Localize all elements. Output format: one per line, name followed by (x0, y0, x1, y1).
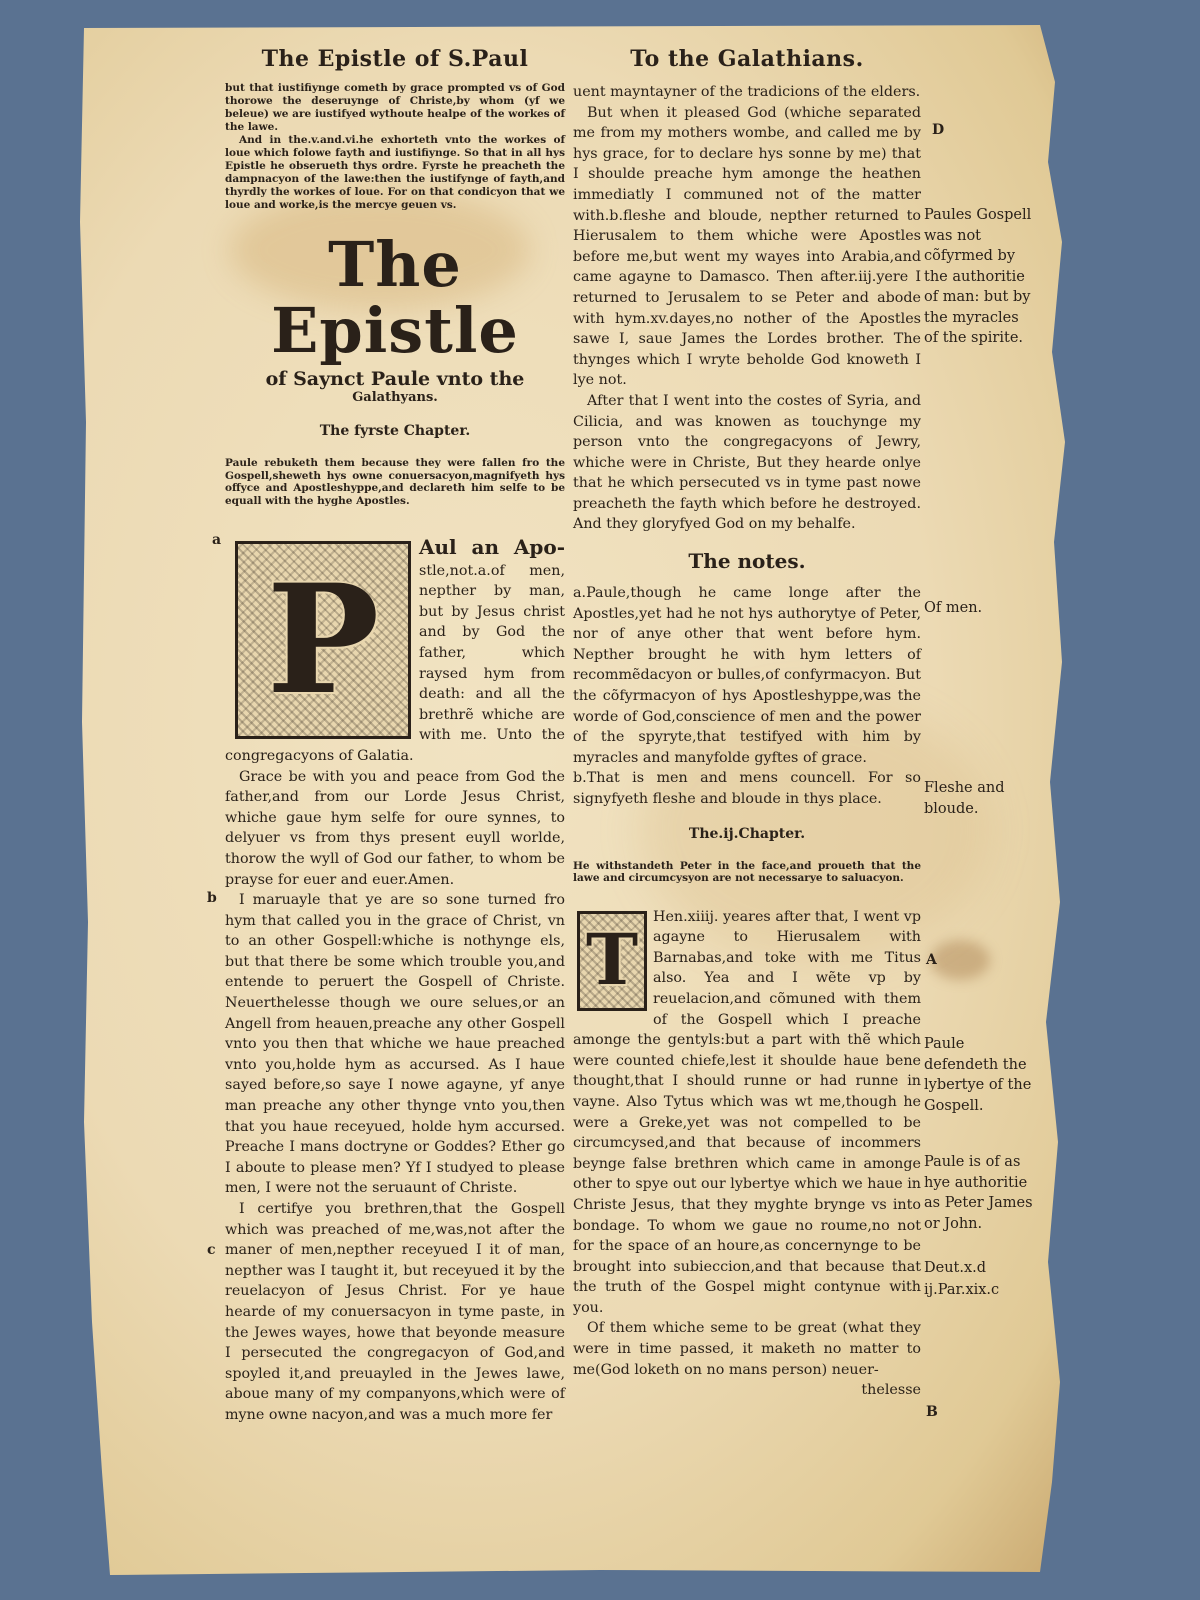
margin-letter-c: c (207, 1242, 216, 1258)
intro-paragraph-2: And in the.v.and.vi.he exhorteth vnto the workes of loue which folowe fayth and iustifiynge. So that in all hys Epistle he obserueth thys ordre. Fyrste he preacheth the dampnacyon of the lawe:then the iustifynge of fayth,and thyrdly the workes of loue. For on that condicyon that we loue and worke,is the mercye geuen vs. (225, 134, 565, 211)
chapter-2-body (573, 907, 921, 1401)
note-a: a.Paule,though he came longe after the Apostles,yet had he not hys authorytye of Peter, nor of anye other that went before hym. Nepther brought he with hym letters of recommẽdacyon or bulles,of confyrmacyon. But the cõfyrmacyon of hys Apostleshyppe,was the worde of God,conscience of men and the power of the spyryte,that testifyed with him by myracles and manyfolde gyftes of grace. (573, 585, 921, 766)
verse-21: After that I went into the costes of Syria, and Cilicia, and was knowen as touchynge my person vnto the congregacyons of Jewry, whiche were in Christe, But they hearde onlye that he which persecuted vs in tyme past nowe preacheth the fayth which before he destroyed. And they gloryfyed God on my behalfe. (573, 392, 921, 533)
left-column (225, 46, 565, 1426)
chapter-1-argument: Paule rebuketh them because they were fallen fro the Gospell,sheweth hys owne conuersacyon,magnifyeth hys offyce and Apostleshyppe,and declareth him selfe to be equall with the hyghe Apostles. (225, 457, 565, 507)
margin-note-gospell: Paules Gospell was not cõfyrmed by the authoritie of man: but by the myracles of the spirite. (924, 207, 1032, 346)
chapter-2-verse-6: Of them whiche seme to be great (what they were in time passed, it maketh no matter to me(God loketh on no mans person) neuer- (573, 1320, 921, 1378)
verse-3: Grace be with you and peace from God the father,and from our Lorde Jesus Christ, whiche gaue hym selfe for oure synnes, to delyuer vs from thys present euyll worlde, thorow the wyll of God our father, to whom be prayse for euer and euer.Amen. (225, 768, 565, 888)
margin-note-of-men: Of men. (924, 600, 983, 616)
margin-note-liberty: Paule defendeth the lybertye of the Gospell. (924, 1036, 1032, 1114)
margin-letter-d: D (932, 122, 945, 138)
intro-paragraph-1: but that iustifiynge cometh by grace prompted vs of God thorowe the deseruynge of Christe,by whom (yf we beleue) we are iustifyed wythoute healpe of the workes of the lawe. (225, 82, 565, 133)
margin-note-fleshe: Fleshe and bloude. (924, 780, 1005, 817)
right-column (573, 46, 921, 1401)
chapter-2-verse-1: Hen.xiiij. yeares after that, I went vp agayne to Hierusalem with Barnabas,and toke with me Titus also. Yea and I wẽte vp by reuelacion,and cõmuned with them of the Gospell which I preache amonge the gentyls:but a part with thẽ which were counted chiefe,lest it shoulde haue bene thought,that I should runne or had runne in vayne. Also Tytus which was wt me,though he were a Greke,yet was not compelled to be circumcysed,and that because of incommers beynge false brethren which came in amonge other to spye out our lybertye which we haue in Christe Jesus, that they myghte brynge vs into bondage. To whom we gaue no roume,no not for the space of an houre,as concernynge to be brought into subieccion,and that because that the truth of the Gospel might contynue with you. (573, 908, 921, 1316)
decorated-initial-t: T (577, 911, 647, 1011)
verse-15: But when it pleased God (whiche separated me from my mothers wombe, and called me by hys grace, for to declare hys sonne by me) that I shoulde preache hym amonge the heathen immediatly I communed not of the matter with.b.fleshe and bloude, nepther returned to Hierusalem to them whiche were Apostles before me,but went my wayes into Arabia,and came agayne to Damasco. Then after.iij.yere I returned to Jerusalem to se Peter and abode with hym.xv.dayes,no nother of the Apostles sawe I, saue James the Lordes brother. The thynges which I wryte beholde God knoweth I lye not. (573, 104, 921, 389)
catchword: thelesse (861, 1382, 921, 1399)
verse-1: stle,not.a.of men, nepther by man, but by Jesus christ and by God the father, which raysed hym from death: and all the brethrẽ whiche are with me. Unto the congregacyons of Galatia. (225, 562, 565, 764)
verse-6: I maruayle that ye are so sone turned fro hym that called you in the grace of Christ, vn to an other Gospell:whiche is nothynge els, but that there be some which trouble you,and entende to peruert the Gospell of Christe. Neuerthelesse though we oure selues,or an Angell from heauen,preache any other Gospell vnto you then that whiche we haue preached vnto you,holde hym as accursed. As I haue sayed before,so saye I nowe agayne, yf anye man preache any other thynge vnto you,then that you haue receyued, holde hym accursed. Preache I mans doctryne or Goddes? Ether go I aboute to please men? Yf I studyed to please men, I were not the seruaunt of Christe. (225, 892, 565, 1197)
margin-note-par: ij.Par.xix.c (924, 1282, 1000, 1298)
margin-letter-b: b (207, 890, 217, 906)
margin-note-deut: Deut.x.d (924, 1260, 987, 1276)
margin-note-authority: Paule is of as hye authoritie as Peter James or John. (924, 1154, 1033, 1232)
decorated-initial-p: P (235, 541, 411, 739)
note-b: b.That is men and mens councell. For so signyfyeth fleshe and bloude in thys place. (573, 770, 921, 807)
verse-11: I certifye you brethren,that the Gospell which was preached of me,was,not after the maner of men,nepther receyued I it of man, nepther was I taught it, but receyued it by the reuelacyon of Jesus Christ. For ye haue hearde of my conuersacyon in tyme paste, in the Jewes wayes, howe that beyonde measure I persecuted the congregacyon of God,and spoyled it,and preuayled in the Jewes lawe, aboue many of my companyons,which were of myne owne nacyon,and was a much more fer (225, 1201, 565, 1423)
margin-letter-b-right: B (926, 1404, 938, 1420)
chapter-1-continued (573, 82, 921, 535)
chapter-2-title: The.ij.Chapter. (688, 825, 806, 842)
notes-heading: The notes. (688, 549, 806, 574)
running-head-left: The Epistle of S.Paul (261, 46, 529, 72)
margin-letter-a: a (212, 532, 222, 548)
running-head-right: To the Galathians. (630, 46, 864, 72)
margin-letter-a-right: A (926, 952, 937, 968)
opening-line: Aul an Apo- (419, 535, 565, 559)
chapter-1-title: The fyrste Chapter. (319, 423, 471, 439)
epistle-subtitle-2: Galathyans. (352, 390, 438, 405)
verse-14-end: uent mayntayner of the tradicions of the elders. (573, 84, 921, 100)
chapter-2-argument: He withstandeth Peter in the face,and proueth that the lawe and circumcysyon are not necessarye to saluacyon. (573, 859, 921, 885)
chapter-1-body (225, 537, 565, 1426)
notes-body (573, 583, 921, 810)
epistle-title: The Epistle (271, 228, 519, 367)
epistle-subtitle: of Saynct Paule vnto the (265, 368, 525, 390)
